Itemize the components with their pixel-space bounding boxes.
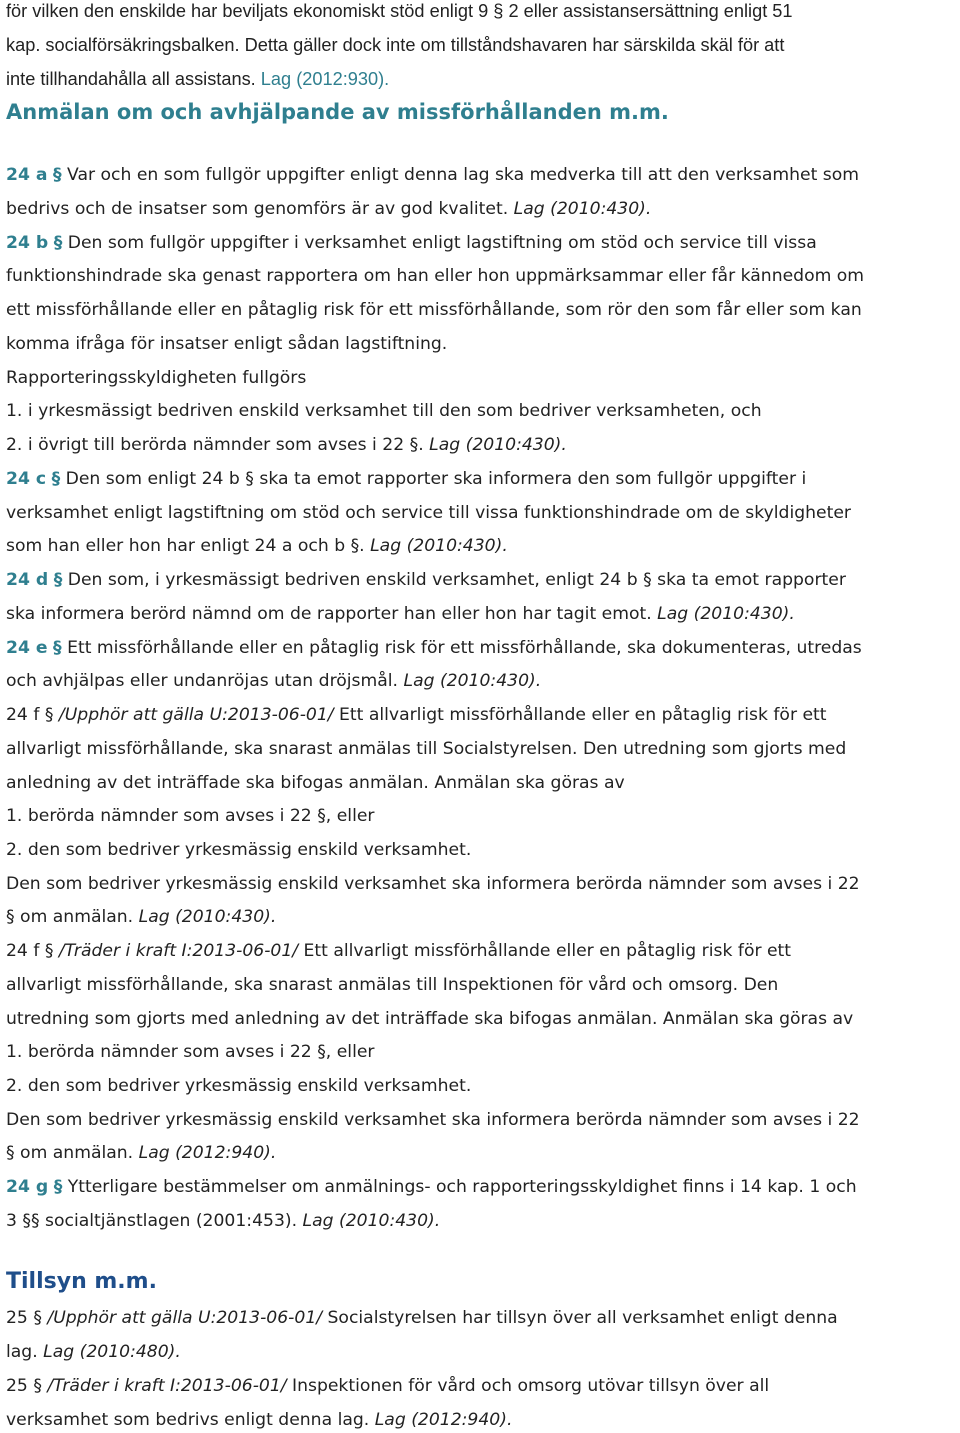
paragraph-24f-new-line-1 <box>6 940 956 962</box>
paragraph-text: Ett allvarligt missförhållande eller en påtaglig risk för ett <box>339 705 827 725</box>
section-symbol-icon: § <box>53 638 62 658</box>
paragraph-text: och avhjälpas eller undanröjas utan dröjsmål. <box>6 671 399 691</box>
paragraph-text: Inspektionen för vård och omsorg utövar tillsyn över all <box>292 1376 770 1396</box>
paragraph-text: ska informera berörd nämnd om de rapporter han eller hon har tagit emot. <box>6 604 652 624</box>
validity-status: /Upphör att gälla U:2013-06-01/ <box>58 705 334 725</box>
paragraph-text: Den som enligt 24 b § ska ta emot rapporter ska informera den som fullgör uppgifter i <box>65 469 807 489</box>
paragraph-text: Ett allvarligt missförhållande eller en påtaglig risk för ett <box>303 941 792 961</box>
validity-status: /Träder i kraft I:2013-06-01/ <box>58 941 299 961</box>
paragraph-24f-old-line-1 <box>6 704 956 726</box>
paragraph-text: Den som fullgör uppgifter i verksamhet enligt lagstiftning om stöd och service till vissa <box>67 233 817 253</box>
section-symbol-icon: § <box>51 469 61 489</box>
paragraph-text: Socialstyrelsen har tillsyn över all verksamhet enligt denna <box>327 1308 838 1328</box>
law-reference[interactable]: Lag (2012:940). <box>138 1143 277 1163</box>
section-heading-anmalan: Anmälan om och avhjälpande av missförhållanden m.m. <box>6 100 669 124</box>
paragraph-text: som han eller hon har enligt 24 a och b §. <box>6 536 365 556</box>
paragraph-24b-line-2: funktionshindrade ska genast rapportera om han eller hon uppmärksammar eller får kännedom om <box>6 266 865 286</box>
paragraph-24c-line-3 <box>6 535 956 557</box>
paragraph-24f-new-line-3: utredning som gjorts med anledning av det inträffade ska bifogas anmälan. Anmälan ska göras av <box>6 1009 854 1029</box>
section-symbol-icon: § <box>53 233 63 253</box>
law-reference[interactable]: Lag (2010:430). <box>429 435 567 455</box>
paragraph-24g-line-2 <box>6 1210 956 1232</box>
paragraph-24f-new-line-2: allvarligt missförhållande, ska snarast anmälas till Inspektionen för vård och omsorg. Den <box>6 975 779 995</box>
paragraph-24b-list-item-1: 1. i yrkesmässigt bedriven enskild verksamhet till den som bedriver verksamheten, och <box>6 401 762 421</box>
paragraph-24f-old-line-7 <box>6 906 956 928</box>
paragraph-25-old-line-1 <box>6 1307 956 1329</box>
paragraph-24g-line-1 <box>6 1176 956 1198</box>
paragraph-24f-new-line-6: Den som bedriver yrkesmässig enskild verksamhet ska informera berörda nämnder som avses i 22 <box>6 1110 860 1130</box>
law-reference[interactable]: Lag (2010:430). <box>138 907 277 927</box>
paragraph-24f-old-line-2: allvarligt missförhållande, ska snarast anmälas till Socialstyrelsen. Den utredning som gjorts med <box>6 739 847 759</box>
paragraph-24e-line-1 <box>6 637 956 659</box>
paragraph-text: Var och en som fullgör uppgifter enligt denna lag ska medverka till att den verksamhet som <box>67 165 859 185</box>
law-reference[interactable]: Lag (2010:480). <box>43 1342 181 1362</box>
paragraph-24b-line-1 <box>6 232 956 254</box>
paragraph-24f-new-line-7 <box>6 1142 956 1164</box>
paragraph-24f-old-line-3: anledning av det inträffade ska bifogas anmälan. Anmälan ska göras av <box>6 773 625 793</box>
paragraph-24b-list-item-2 <box>6 434 956 456</box>
paragraph-text: Ytterligare bestämmelser om anmälnings- och rapporteringsskyldighet finns i 14 kap. 1 och <box>67 1177 857 1197</box>
law-reference[interactable]: Lag (2012:940). <box>374 1410 513 1430</box>
law-reference[interactable]: Lag (2010:430). <box>302 1211 441 1231</box>
paragraph-24f-old-line-6: Den som bedriver yrkesmässig enskild verksamhet ska informera berörda nämnder som avses i 22 <box>6 874 860 894</box>
paragraph-24d-line-1 <box>6 569 956 591</box>
law-reference[interactable]: Lag (2010:430). <box>657 604 795 624</box>
paragraph-number: 24 f § <box>6 941 54 961</box>
paragraph-text: lag. <box>6 1342 38 1362</box>
law-reference[interactable]: Lag (2010:430). <box>513 199 652 219</box>
intro-line-1: för vilken den enskilde har beviljats ekonomiskt stöd enligt 9 § 2 eller assistansersättning enligt 51 <box>6 1 793 21</box>
section-symbol-icon: § <box>53 570 63 590</box>
law-reference[interactable]: Lag (2012:930). <box>260 69 390 89</box>
paragraph-number[interactable]: 24 a <box>6 165 48 185</box>
section-symbol-icon: § <box>52 165 62 185</box>
paragraph-number: 24 f § <box>6 705 54 725</box>
paragraph-24f-new-list-item-2: 2. den som bedriver yrkesmässig enskild verksamhet. <box>6 1076 472 1096</box>
paragraph-number[interactable]: 24 b <box>6 233 49 253</box>
paragraph-24f-old-list-item-2: 2. den som bedriver yrkesmässig enskild verksamhet. <box>6 840 472 860</box>
paragraph-24b-line-3: ett missförhållande eller en påtaglig risk för ett missförhållande, som rör den som får eller som kan <box>6 300 862 320</box>
paragraph-text: verksamhet som bedrivs enligt denna lag. <box>6 1410 370 1430</box>
paragraph-24f-old-list-item-1: 1. berörda nämnder som avses i 22 §, eller <box>6 806 375 826</box>
paragraph-text: bedrivs och de insatser som genomförs är av god kvalitet. <box>6 199 509 219</box>
paragraph-text: § om anmälan. <box>6 907 134 927</box>
paragraph-24d-line-2 <box>6 603 956 625</box>
paragraph-24a-line-2 <box>6 198 956 220</box>
paragraph-text: 3 §§ socialtjänstlagen (2001:453). <box>6 1211 298 1231</box>
section-heading-tillsyn: Tillsyn m.m. <box>6 1269 157 1294</box>
paragraph-number[interactable]: 24 c <box>6 469 47 489</box>
paragraph-25-old-line-2 <box>6 1341 956 1363</box>
paragraph-24a-line-1 <box>6 164 956 186</box>
law-reference[interactable]: Lag (2010:430). <box>403 671 542 691</box>
validity-status: /Träder i kraft I:2013-06-01/ <box>47 1376 287 1396</box>
section-symbol-icon: § <box>53 1177 63 1197</box>
paragraph-24e-line-2 <box>6 670 956 692</box>
paragraph-25-new-line-2 <box>6 1409 956 1431</box>
paragraph-number[interactable]: 24 g <box>6 1177 49 1197</box>
paragraph-number[interactable]: 24 d <box>6 570 49 590</box>
paragraph-text: Den som, i yrkesmässigt bedriven enskild verksamhet, enligt 24 b § ska ta emot rapporter <box>67 570 846 590</box>
paragraph-number: 25 § <box>6 1308 42 1328</box>
paragraph-text: Ett missförhållande eller en påtaglig risk för ett missförhållande, ska dokumenteras, utredas <box>67 638 862 658</box>
paragraph-text: § om anmälan. <box>6 1143 134 1163</box>
paragraph-text: 2. i övrigt till berörda nämnder som avses i 22 §. <box>6 435 424 455</box>
paragraph-24c-line-1 <box>6 468 956 490</box>
paragraph-number: 25 § <box>6 1376 42 1396</box>
validity-status: /Upphör att gälla U:2013-06-01/ <box>47 1308 323 1328</box>
paragraph-24b-line-5: Rapporteringsskyldigheten fullgörs <box>6 368 307 388</box>
intro-line-3 <box>6 68 956 90</box>
intro-line-2: kap. socialförsäkringsbalken. Detta gäller dock inte om tillståndshavaren har särskilda skäl för att <box>6 35 785 55</box>
paragraph-24c-line-2: verksamhet enligt lagstiftning om stöd och service till vissa funktionshindrade om de skyldigheter <box>6 503 851 523</box>
paragraph-24f-new-list-item-1: 1. berörda nämnder som avses i 22 §, eller <box>6 1042 375 1062</box>
intro-text: inte tillhandahålla all assistans. <box>6 69 256 89</box>
paragraph-24b-line-4: komma ifråga för insatser enligt sådan lagstiftning. <box>6 334 448 354</box>
paragraph-25-new-line-1 <box>6 1375 956 1397</box>
law-reference[interactable]: Lag (2010:430). <box>370 536 508 556</box>
paragraph-number[interactable]: 24 e <box>6 638 48 658</box>
